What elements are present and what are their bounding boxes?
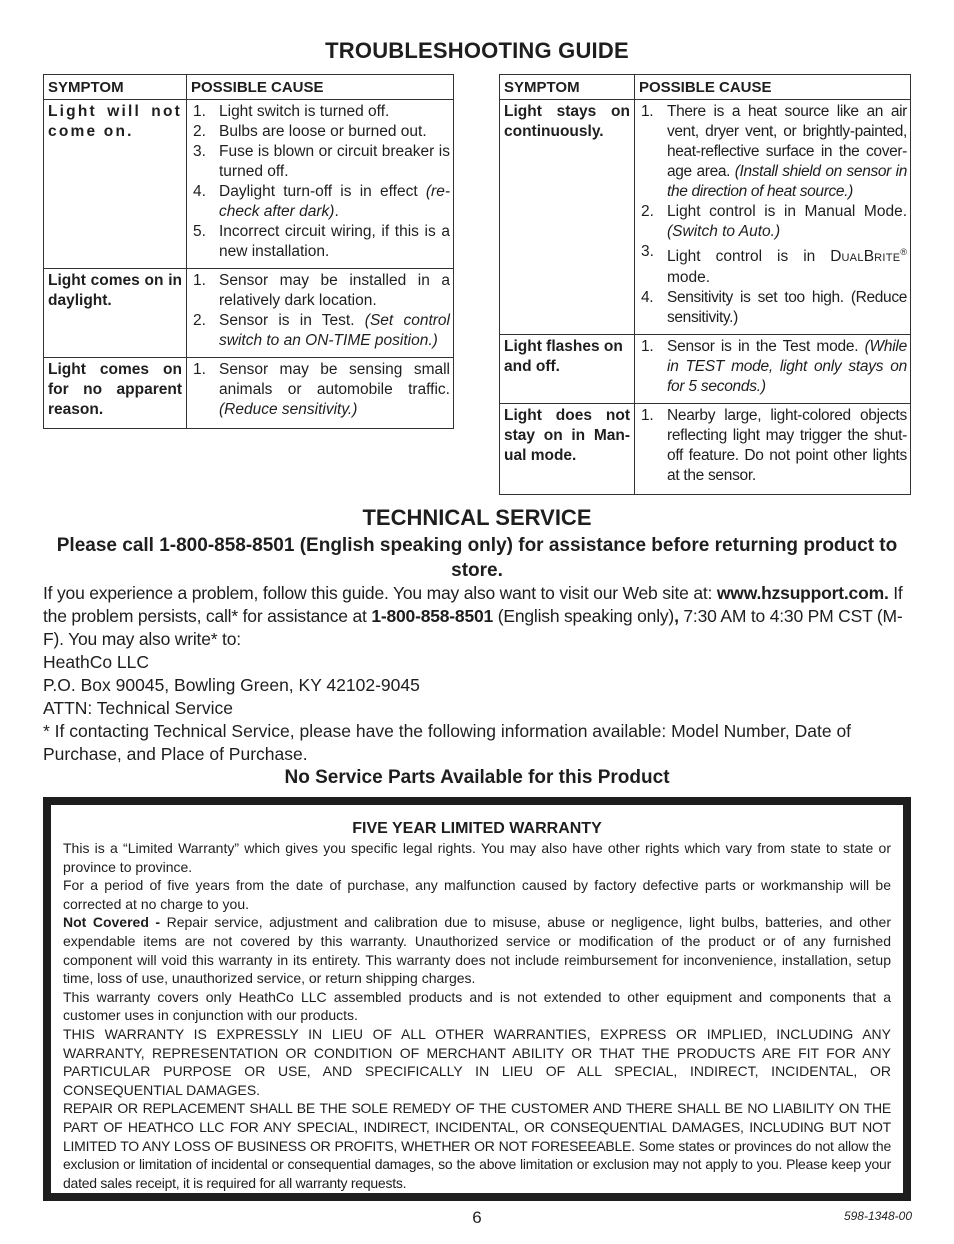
symptom-cell: Light will not come on. (44, 100, 187, 269)
not-covered-label: Not Covered - (63, 914, 161, 931)
cause-item: 3. Light control is in DUALBRITE® mode. (641, 243, 907, 287)
warranty-paragraph: THIS WARRANTY IS EXPRESSLY IN LIEU OF ALL OTHER WARRANTIES, EXPRESS OR IMPLIED, INCLUDING ANY WARRANTY, REPRESENTATION OR CONDITION OF MERCHANT ABILITY OR THAT THE PRODUCTS ARE FIT FOR ANY PARTICULAR PURPOSE OR USE, AND SPECIFICALLY IN LIEU OF ALL SPECIAL, INDIRECT, INCIDENTAL, OR CONSEQUENTIAL DAMAGES. (63, 1025, 891, 1098)
website-link[interactable]: www.hzsupport.com. (716, 583, 889, 603)
table-header-row (44, 75, 454, 100)
address-line: ATTN: Technical Service (43, 698, 233, 718)
service-paragraph: If you experience a problem, follow this guide. You may also want to visit our Web site at: www.hzsupport.com. If the problem persists, call* for assistance at 1-800-858-8501 (English speaking only), 7:30 AM to 4:30 PM CST (M-F). You may also write* to: (43, 583, 903, 649)
no-service-parts-heading: No Service Parts Available for this Product (284, 767, 670, 788)
symptom-cell: Light comes on for no apparent reason. (44, 358, 187, 429)
cause-item: 2. Light control is in Manual Mode. (Switch to Auto.) (641, 203, 907, 240)
service-text (43, 582, 913, 766)
warranty-box (43, 797, 911, 1201)
symptom-cell: Light does not stay on in Man-ual mode. (500, 404, 635, 495)
table-row (500, 100, 911, 335)
cause-item: 1. Sensor is in the Test mode. (While in TEST mode, light only stays on for 5 seconds.) (641, 338, 907, 396)
table-header-row (500, 75, 911, 100)
address-line: P.O. Box 90045, Bowling Green, KY 42102-9045 (43, 675, 420, 695)
symptom-header: SYMPTOM (500, 75, 635, 100)
troubleshooting-table-left (43, 74, 454, 429)
cause-item: 2. Sensor is in Test. (Set control switch to an ON-TIME position.) (193, 312, 450, 349)
possible-cause-header: POSSIBLE CAUSE (635, 75, 911, 100)
troubleshooting-table-right (499, 74, 911, 495)
technical-service-title: TECHNICAL SERVICE (362, 505, 592, 530)
phone-number[interactable]: 1-800-858-8501 (371, 606, 494, 626)
warranty-paragraph: REPAIR OR REPLACEMENT SHALL BE THE SOLE REMEDY OF THE CUSTOMER AND THERE SHALL BE NO LIABILITY ON THE PART OF HEATHCO LLC FOR ANY SPECIAL, INDIRECT, INCIDENTAL, OR CONSEQUENTIAL DAMAGES, INCLUDING BUT NOT LIMITED TO ANY LOSS OF BUSINESS OR PROFITS, WHETHER OR NOT FORESEEABLE. Some states or provinces do not allow the exclusion or limitation of incidental or consequential damages, so the above limitation or exclusion may not apply to you. Please keep your dated sales receipt, it is required for all warranty requests. (63, 1100, 891, 1191)
symptom-cell: Light stays on continuously. (500, 100, 635, 335)
symptom-header: SYMPTOM (44, 75, 187, 100)
cause-item: 1. Nearby large, light-colored objects reflecting light may trigger the shut-off feature. Do not point other lights at the sensor. (641, 407, 907, 485)
warranty-paragraph: This warranty covers only HeathCo LLC assembled products and is not extended to other equipment and components that a customer uses in conjunction with our products. (63, 988, 891, 1024)
cause-item: 1. Sensor may be sensing small animals or automobile traffic. (Reduce sensitivity.) (193, 361, 450, 418)
cause-item: 1. Sensor may be installed in a relatively dark location. (193, 272, 450, 309)
document-number: 598-1348-00 (843, 1209, 912, 1223)
possible-cause-header: POSSIBLE CAUSE (187, 75, 454, 100)
warranty-paragraph: Not Covered - Repair service, adjustment and calibration due to misuse, abuse or negligence, light bulbs, batteries, and other expendable items are not covered by this warranty. Unauthorized service or modification of the product or of any furnished component will void this warranty in its entirety. This warranty does not include reimbursement for inconvenience, installation, setup time, loss of use, unauthorized service, or return shipping charges. (63, 914, 891, 987)
warranty-content (51, 805, 903, 1193)
warranty-title: FIVE YEAR LIMITED WARRANTY (352, 820, 602, 837)
table-row (44, 100, 454, 269)
cause-item: 2. Bulbs are loose or burned out. (193, 123, 427, 140)
table-row (44, 358, 454, 429)
cause-item: 1. Light switch is turned off. (193, 103, 390, 120)
cause-cell (635, 335, 911, 404)
cause-item: 3. Fuse is blown or circuit breaker is turned off. (193, 143, 450, 180)
cause-item: 5. Incorrect circuit wiring, if this is a new installation. (193, 223, 450, 260)
symptom-cell: Light comes on in daylight. (44, 269, 187, 358)
cause-item: 4. Daylight turn-off is in effect (re-check after dark). (193, 183, 450, 220)
cause-cell (635, 404, 911, 495)
cause-cell (187, 358, 454, 429)
cause-cell (187, 100, 454, 269)
service-footnote: * If contacting Technical Service, please have the following information available: Model Number, Date of Purchase, and Place of Purchase. (43, 721, 852, 764)
warranty-paragraph: This is a “Limited Warranty” which gives you specific legal rights. You may also have other rights which vary from state to state or province to province. (63, 840, 891, 875)
dualbrite-brand: DUALBRITE® (830, 247, 907, 266)
warranty-paragraph: For a period of five years from the date of purchase, any malfunction caused by factory defective parts or workmanship will be corrected at no charge to you. (63, 877, 891, 912)
call-notice: Please call 1-800-858-8501 (English speaking only) for assistance before returning product to store. (56, 535, 898, 581)
cause-item: 1. There is a heat source like an air vent, dryer vent, or brightly-painted, heat-reflective surface in the cover-age area. (Install shield on sensor in the direction of heat source.) (641, 103, 907, 200)
troubleshooting-title: TROUBLESHOOTING GUIDE (325, 38, 629, 63)
table-row (44, 269, 454, 358)
page-number: 6 (472, 1208, 482, 1227)
cause-item: 4. Sensitivity is set too high. (Reduce sensitivity.) (641, 289, 907, 327)
table-row (500, 404, 911, 495)
cause-cell (187, 269, 454, 358)
cause-cell (635, 100, 911, 335)
table-row (500, 335, 911, 404)
symptom-cell: Light flashes on and off. (500, 335, 635, 404)
address-line: HeathCo LLC (43, 652, 150, 672)
